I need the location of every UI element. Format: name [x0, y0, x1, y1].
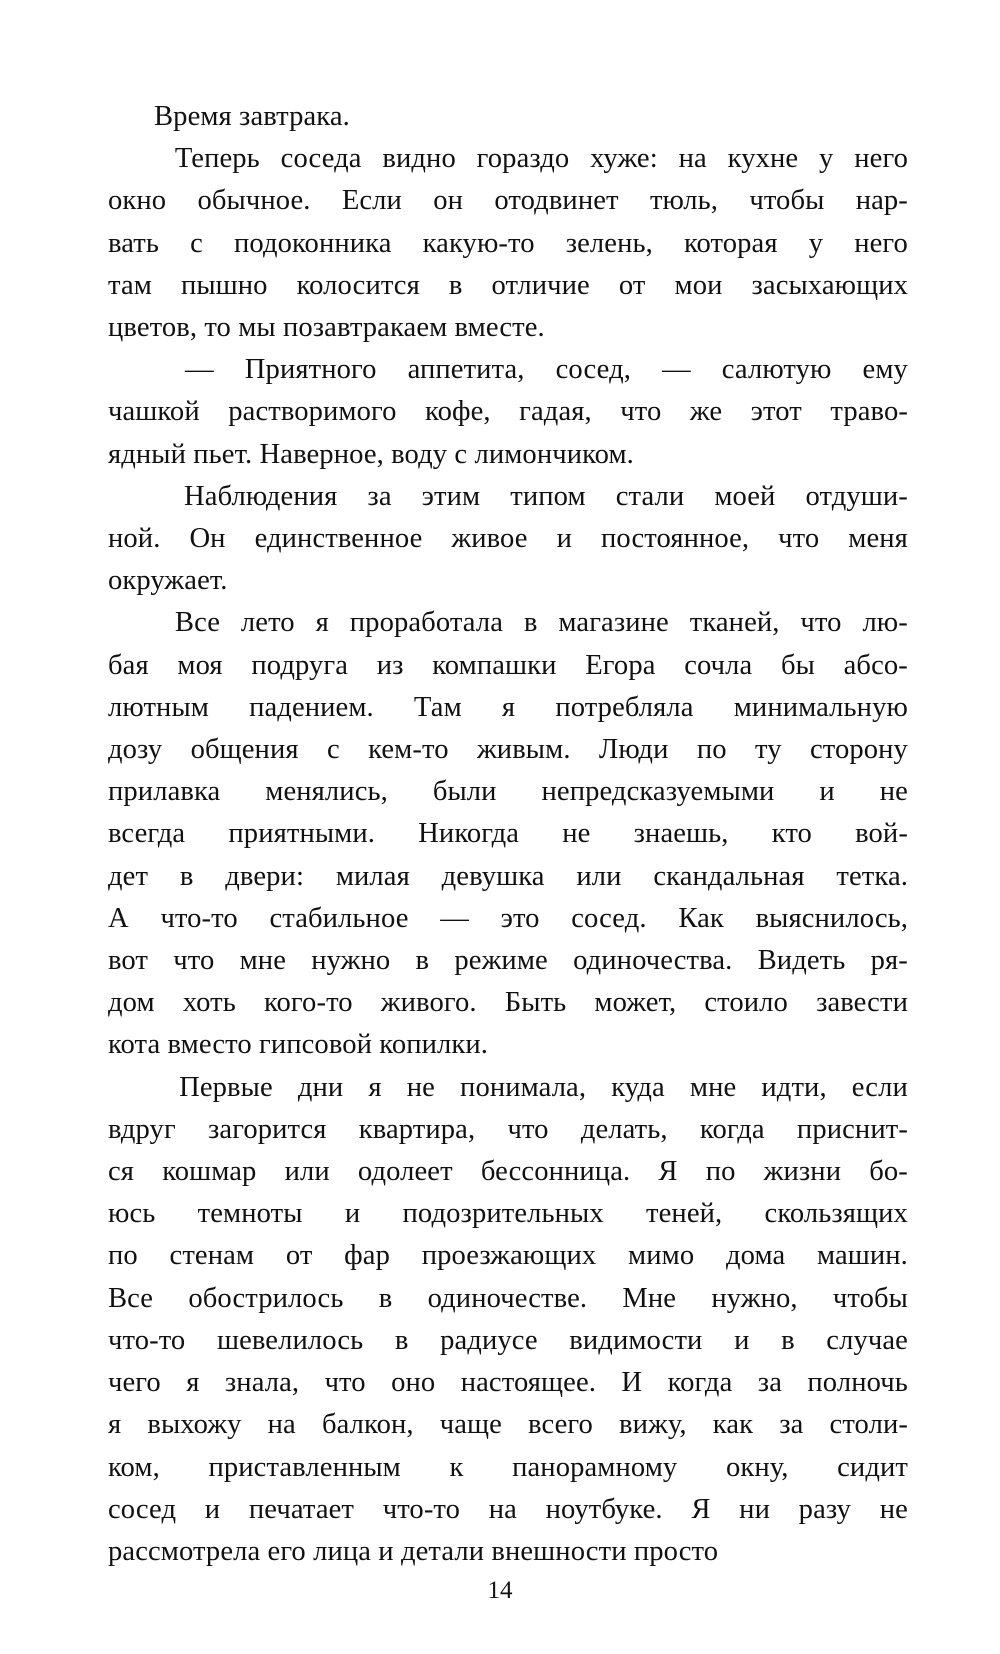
word: по	[108, 1240, 138, 1272]
word: сосед,	[555, 354, 631, 386]
word: всего	[528, 1409, 593, 1441]
word: знаешь,	[633, 818, 729, 850]
word: он	[433, 185, 464, 217]
paragraph	[108, 138, 908, 349]
page-number: 14	[487, 1577, 513, 1604]
word: ря-	[870, 945, 908, 977]
word: печатает	[248, 1493, 355, 1525]
word: видно	[382, 143, 456, 175]
word: оно	[391, 1367, 436, 1399]
word: на	[488, 1493, 517, 1525]
word: выяснилось,	[755, 902, 908, 934]
word: одолеет	[357, 1156, 453, 1188]
word: единственное	[254, 523, 423, 555]
word: бо-	[869, 1156, 908, 1188]
word: типом	[510, 480, 586, 512]
word: понимала,	[460, 1071, 587, 1103]
word: у	[808, 227, 824, 259]
word: с	[326, 734, 340, 766]
word: прилавка	[108, 776, 221, 808]
line-text: Время завтрака.	[154, 101, 350, 132]
word: квартира,	[358, 1113, 476, 1145]
word: окну,	[725, 1451, 789, 1483]
paragraph-indent	[108, 602, 154, 644]
word: одиночестве.	[427, 1282, 588, 1314]
word: это	[500, 902, 540, 934]
text-line	[108, 476, 908, 518]
word: сидит	[837, 1451, 908, 1483]
word: стенам	[169, 1240, 255, 1272]
text-line	[108, 771, 908, 813]
word: лютным	[108, 691, 209, 723]
word: колосится	[296, 269, 420, 301]
text-line	[108, 349, 908, 391]
word: бая	[108, 649, 149, 681]
word: растворимого	[228, 396, 397, 428]
word: Я	[658, 1156, 678, 1188]
word: балкон,	[321, 1409, 414, 1441]
text-line	[108, 1151, 908, 1193]
word: я	[501, 691, 516, 723]
word: постоянное,	[600, 523, 750, 555]
word: не	[879, 1493, 908, 1525]
word: хуже:	[590, 143, 658, 175]
word: лю-	[862, 607, 908, 639]
word: что-то	[160, 902, 238, 934]
word: кошмар	[162, 1156, 257, 1188]
word: чтобы	[832, 1282, 908, 1314]
word: абсо-	[843, 649, 908, 681]
word: темноты	[197, 1198, 303, 1230]
word: подруга	[251, 649, 349, 681]
word: я	[315, 607, 329, 639]
text-line	[108, 813, 908, 855]
word: нужно,	[711, 1282, 798, 1314]
word: пышно	[180, 269, 268, 301]
text-line	[108, 1489, 908, 1531]
line-text: рассмотрела его лица и детали внешности просто	[108, 1535, 719, 1567]
word: меня	[848, 523, 908, 555]
word: ной.	[108, 523, 161, 555]
word: вой-	[855, 818, 908, 850]
word: скандальная	[653, 860, 805, 892]
word: компашки	[432, 649, 557, 681]
word: шевелилось	[216, 1324, 364, 1356]
paragraph-indent	[108, 1067, 154, 1109]
word: или	[284, 1156, 330, 1188]
text-line	[108, 180, 908, 222]
word: потребляла	[555, 691, 694, 723]
word: я	[368, 1071, 382, 1103]
word: по	[696, 734, 727, 766]
word: загорится	[208, 1113, 327, 1145]
word: общения	[190, 734, 299, 766]
word: него	[854, 227, 908, 259]
word: обострилось	[188, 1282, 344, 1314]
word: что-то	[108, 1324, 186, 1356]
word: кем-то	[368, 734, 449, 766]
word: окно	[108, 185, 167, 217]
word: —	[662, 354, 691, 386]
word: бы	[780, 649, 815, 681]
word: проезжающих	[421, 1240, 597, 1272]
word: падением.	[249, 691, 374, 723]
word: живого.	[380, 987, 477, 1019]
word: когда	[699, 1113, 765, 1145]
word: фар	[344, 1240, 390, 1272]
word: тюль,	[649, 185, 719, 217]
word: салютую	[721, 354, 832, 386]
text-line	[108, 1404, 908, 1446]
word: Быть	[504, 987, 567, 1019]
word: Егора	[585, 649, 656, 681]
word: разу	[798, 1493, 852, 1525]
word: сосед.	[571, 902, 647, 934]
word: и	[204, 1493, 221, 1525]
word: приставленным	[208, 1451, 401, 1483]
text-line	[108, 982, 908, 1024]
word: нар-	[855, 185, 908, 217]
word: этот	[750, 396, 802, 428]
word: у	[819, 143, 834, 175]
word: аппетита,	[407, 354, 525, 386]
paragraph	[108, 96, 908, 138]
page-text-column	[108, 96, 908, 1573]
word: минимальную	[733, 691, 908, 723]
word: подозрительных	[402, 1198, 604, 1230]
word: что	[778, 523, 820, 555]
text-line	[108, 1235, 908, 1277]
text-line	[108, 1531, 908, 1573]
word: что-то	[382, 1493, 461, 1525]
word: приснит-	[796, 1113, 908, 1145]
word: вижу,	[619, 1409, 687, 1441]
word: юсь	[108, 1198, 156, 1230]
word: режиме	[454, 945, 548, 977]
word: гораздо	[476, 143, 570, 175]
word: панорамному	[512, 1451, 678, 1483]
text-line	[108, 1109, 908, 1151]
word: моя	[177, 649, 223, 681]
word: ноутбуке.	[545, 1493, 663, 1525]
word: подоконника	[234, 227, 392, 259]
word: приятными.	[228, 818, 375, 850]
word: Теперь	[174, 143, 260, 175]
word: одиночества.	[573, 945, 733, 977]
word: сторону	[809, 734, 908, 766]
text-line	[108, 138, 908, 180]
word: за	[367, 480, 392, 512]
word: Все	[108, 1282, 154, 1314]
text-line	[108, 96, 908, 138]
word: магазине	[558, 607, 669, 639]
word: засыхающих	[751, 269, 908, 301]
text-line	[108, 1320, 908, 1362]
word: отличие	[491, 269, 590, 301]
word: может,	[594, 987, 677, 1019]
word: лето	[240, 607, 295, 639]
word: менялись,	[265, 776, 388, 808]
word: Мне	[622, 1282, 677, 1314]
word: скользящих	[764, 1198, 908, 1230]
text-line	[108, 434, 908, 476]
word: если	[851, 1071, 908, 1103]
word: делать,	[580, 1113, 668, 1145]
word: же	[689, 396, 723, 428]
word: Люди	[598, 734, 669, 766]
word: живое	[451, 523, 528, 555]
word: ему	[862, 354, 908, 386]
word: и	[556, 523, 572, 555]
word: к	[449, 1451, 464, 1483]
paragraph	[108, 1067, 908, 1573]
text-line	[108, 265, 908, 307]
word: чаще	[439, 1409, 502, 1441]
word: в	[394, 1324, 409, 1356]
word: и	[734, 1324, 750, 1356]
word: в	[179, 860, 194, 892]
word: дома	[725, 1240, 786, 1272]
word: Первые	[179, 1071, 273, 1103]
word: выхожу	[147, 1409, 242, 1441]
word: живым.	[476, 734, 571, 766]
word: в	[415, 945, 430, 977]
word: что	[620, 396, 662, 428]
word: с	[190, 227, 203, 259]
word: дет	[108, 860, 149, 892]
word: не	[879, 776, 908, 808]
word: —	[185, 354, 214, 386]
paragraph	[108, 349, 908, 476]
word: по	[705, 1156, 736, 1188]
word: кого-то	[264, 987, 353, 1019]
word: мне	[239, 945, 286, 977]
word: всегда	[108, 818, 186, 850]
word: не	[562, 818, 591, 850]
word: тканей,	[689, 607, 780, 639]
text-line	[108, 223, 908, 265]
word: столи-	[829, 1409, 908, 1441]
word: девушка	[441, 860, 545, 892]
word: дозу	[108, 734, 163, 766]
word: за	[757, 1367, 782, 1399]
word: что	[324, 1367, 366, 1399]
word: за	[779, 1409, 804, 1441]
word: мне	[689, 1071, 737, 1103]
word: проработала	[349, 607, 503, 639]
word: вдруг	[108, 1113, 176, 1145]
word: на	[267, 1409, 296, 1441]
word: в	[781, 1324, 795, 1356]
text-line	[108, 729, 908, 771]
paragraph-indent	[108, 138, 154, 180]
word: стали	[615, 480, 685, 512]
word: теней,	[646, 1198, 723, 1230]
word: на	[678, 143, 707, 175]
text-line	[108, 1278, 908, 1320]
word: я	[108, 1409, 122, 1441]
word: идти,	[761, 1071, 827, 1103]
word: бессонница.	[480, 1156, 631, 1188]
word: Видеть	[757, 945, 846, 977]
word: двери:	[225, 860, 304, 892]
word: какую-то	[422, 227, 535, 259]
word: не	[406, 1071, 435, 1103]
word: этим	[421, 480, 481, 512]
word: кухне	[727, 143, 799, 175]
text-line	[108, 1362, 908, 1404]
word: кто	[771, 818, 812, 850]
word: непредсказуемыми	[541, 776, 775, 808]
word: радиусе	[440, 1324, 538, 1356]
word: отодвинет	[494, 185, 619, 217]
word: вот	[108, 945, 149, 977]
word: когда	[667, 1367, 733, 1399]
word: куда	[611, 1071, 665, 1103]
word: машин.	[816, 1240, 908, 1272]
word: знала,	[224, 1367, 300, 1399]
word: я	[186, 1367, 200, 1399]
word: чего	[108, 1367, 161, 1399]
word: милая	[335, 860, 410, 892]
word: ту	[754, 734, 782, 766]
word: видимости	[569, 1324, 703, 1356]
word: гадая,	[519, 396, 592, 428]
text-line	[108, 856, 908, 898]
word: траво-	[830, 396, 908, 428]
word: дни	[297, 1071, 344, 1103]
word: стоило	[704, 987, 788, 1019]
word: Наблюдения	[184, 480, 338, 512]
word: нужно	[311, 945, 391, 977]
word: соседа	[280, 143, 362, 175]
word: настоящее.	[460, 1367, 596, 1399]
word: как	[712, 1409, 754, 1441]
word: моей	[714, 480, 776, 512]
word: хоть	[182, 987, 236, 1019]
word: которая	[683, 227, 778, 259]
word: Все	[174, 607, 221, 639]
word: чашкой	[108, 396, 200, 428]
text-line	[108, 307, 908, 349]
word: —	[440, 902, 469, 934]
text-line	[108, 391, 908, 433]
text-line	[108, 645, 908, 687]
text-line	[108, 1024, 908, 1066]
text-line	[108, 687, 908, 729]
word: Никогда	[418, 818, 520, 850]
word: от	[618, 269, 646, 301]
word: были	[432, 776, 497, 808]
word: или	[576, 860, 622, 892]
word: стабильное	[269, 902, 409, 934]
word: из	[376, 649, 404, 681]
word: жизни	[763, 1156, 842, 1188]
word: Если	[341, 185, 402, 217]
word: от	[285, 1240, 313, 1272]
word: и	[819, 776, 835, 808]
word: отдуши-	[805, 480, 908, 512]
word: зелень,	[565, 227, 653, 259]
word: чтобы	[749, 185, 825, 217]
word: сочла	[684, 649, 753, 681]
text-line	[108, 602, 908, 644]
word: в	[523, 607, 538, 639]
word: случае	[826, 1324, 908, 1356]
paragraph	[108, 476, 908, 603]
paragraph	[108, 602, 908, 1066]
word: тетка.	[836, 860, 908, 892]
word: что	[173, 945, 215, 977]
text-line	[108, 898, 908, 940]
word: него	[854, 143, 908, 175]
line-text: ядный пьет. Наверное, воду с лимончиком.	[108, 438, 634, 470]
paragraph-indent	[108, 349, 154, 391]
word: Как	[678, 902, 724, 934]
text-line	[108, 1067, 908, 1109]
text-line	[108, 1193, 908, 1235]
word: полночь	[807, 1367, 908, 1399]
paragraph-indent	[108, 476, 154, 518]
word: обычное.	[197, 185, 311, 217]
word: мимо	[628, 1240, 695, 1272]
word: что	[507, 1113, 549, 1145]
word: завести	[816, 987, 908, 1019]
line-text: окружает.	[108, 565, 228, 597]
word: вать	[108, 227, 160, 259]
word: что	[800, 607, 842, 639]
word: кофе,	[425, 396, 491, 428]
word: А	[108, 902, 129, 934]
word: и	[344, 1198, 361, 1230]
word: Я	[691, 1493, 711, 1525]
text-line	[108, 518, 908, 560]
line-text: кота вместо гипсовой копилки.	[108, 1029, 489, 1061]
word: мои	[674, 269, 723, 301]
word: Приятного	[244, 354, 377, 386]
text-line	[108, 1447, 908, 1489]
word: ся	[108, 1156, 135, 1188]
word: в	[448, 269, 463, 301]
word: ком,	[108, 1451, 160, 1483]
text-line	[108, 560, 908, 602]
word: И	[621, 1367, 643, 1399]
word: дом	[108, 987, 155, 1019]
word: Там	[413, 691, 462, 723]
word: в	[378, 1282, 393, 1314]
text-line	[108, 940, 908, 982]
word: сосед	[108, 1493, 177, 1525]
word: Он	[189, 523, 226, 555]
word: ни	[739, 1493, 770, 1525]
word: там	[108, 269, 152, 301]
line-text: цветов, то мы позавтракаем вместе.	[108, 312, 545, 344]
